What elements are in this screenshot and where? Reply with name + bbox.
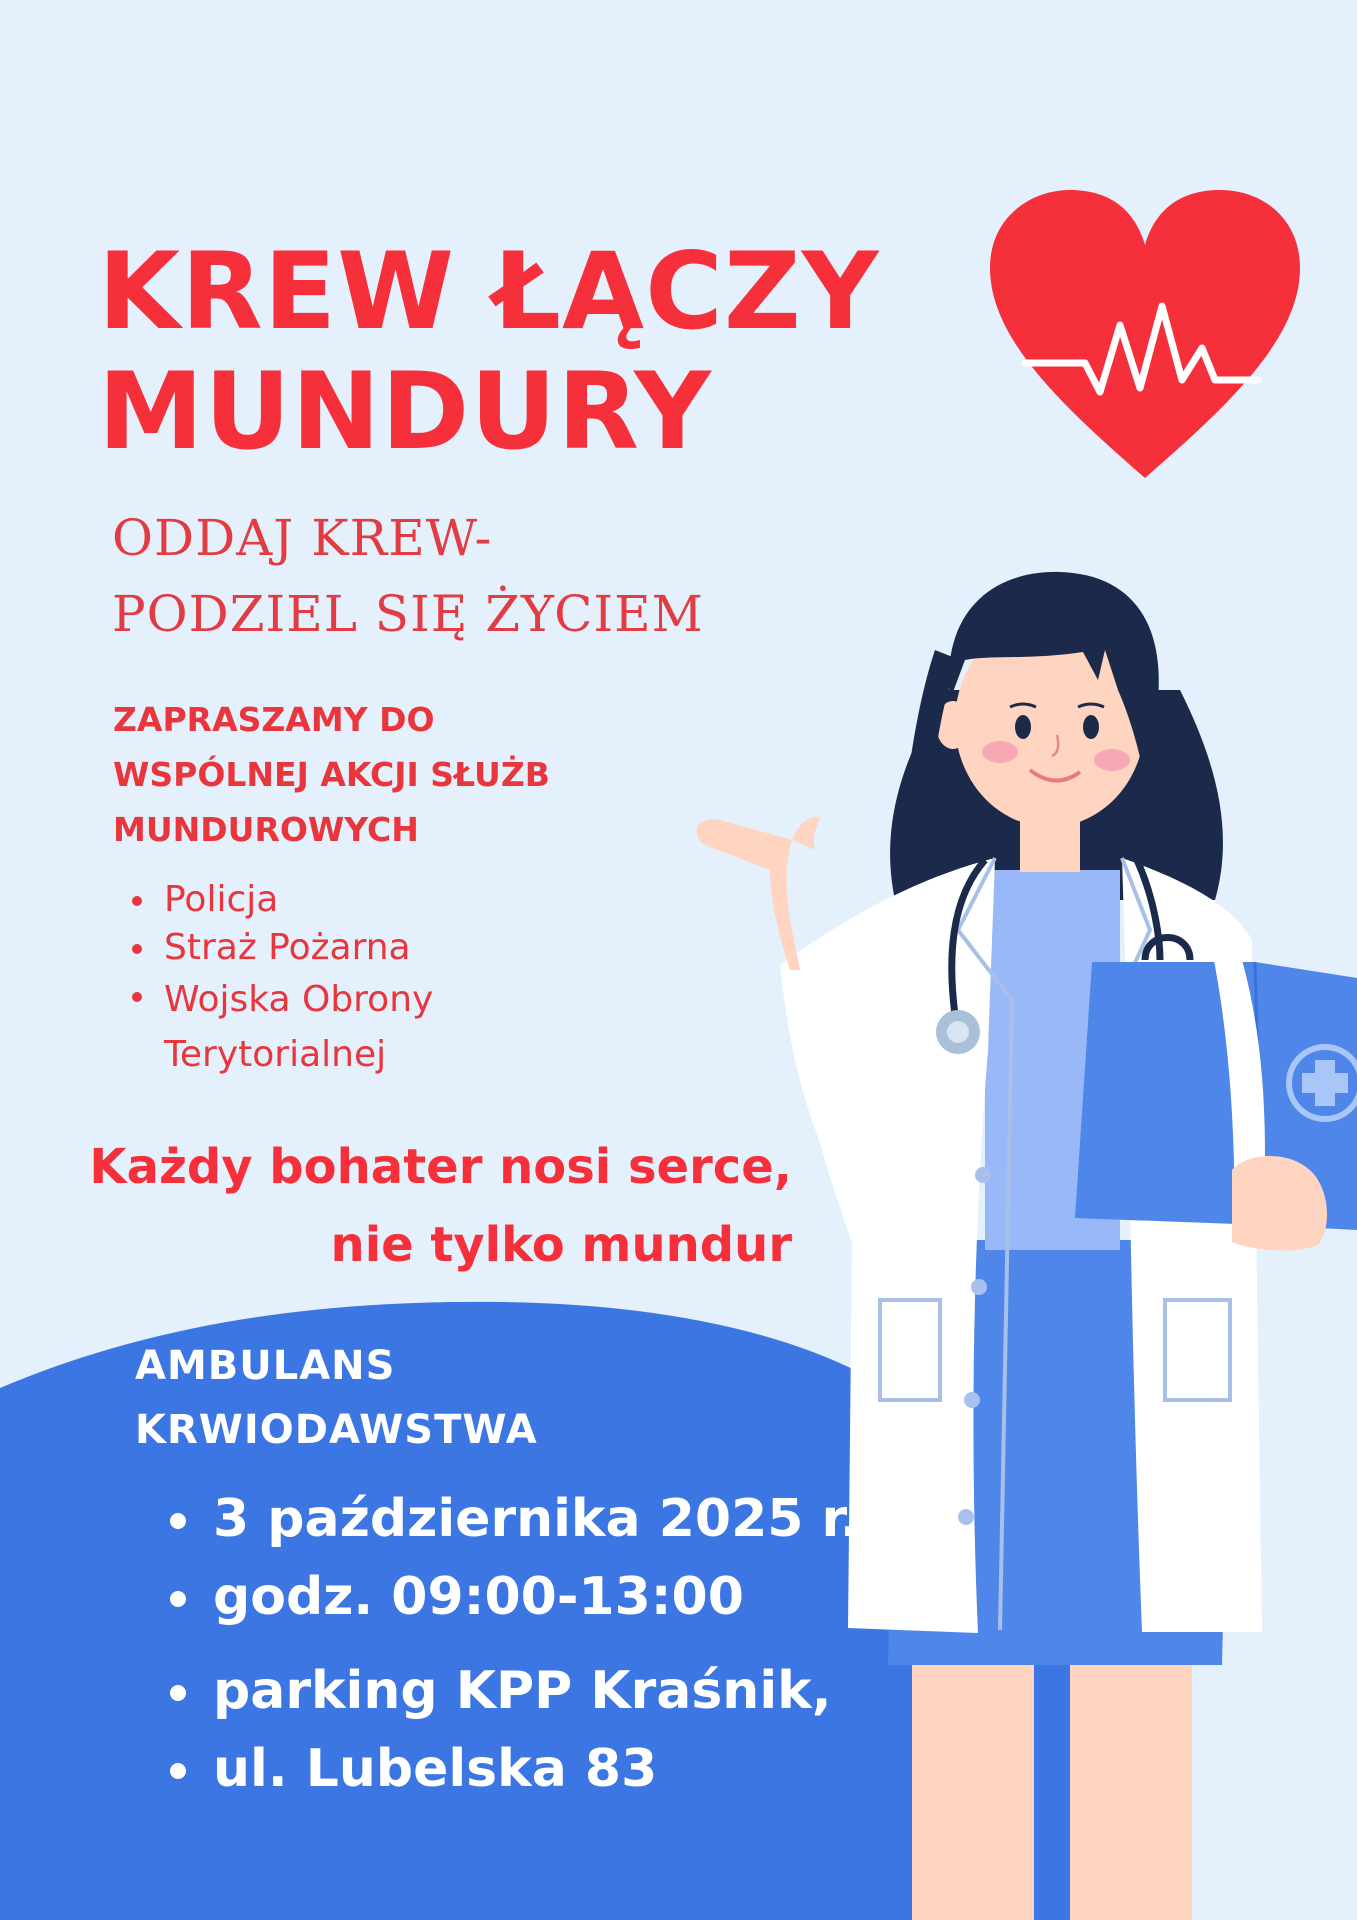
subtitle-line-1: ODDAJ KREW- <box>112 509 493 567</box>
main-title-line-1: KREW ŁĄCZY <box>98 230 880 353</box>
bullet-icon <box>170 1763 186 1779</box>
list-item <box>130 972 433 1082</box>
service-name: Policja <box>164 879 279 920</box>
subtitle-line-2: PODZIEL SIĘ ŻYCIEM <box>112 585 704 643</box>
service-name: Wojska Obrony <box>164 979 434 1020</box>
list-item <box>130 876 433 924</box>
main-title <box>98 232 880 472</box>
ambulance-heading-line-2: KRWIODAWSTWA <box>135 1407 538 1453</box>
invitation-line-1: ZAPRASZAMY DO <box>113 700 435 739</box>
list-item <box>130 924 433 972</box>
bullet-icon <box>132 944 142 954</box>
event-location-text: parking KPP Kraśnik, <box>213 1661 832 1721</box>
services-list <box>130 876 433 1082</box>
slogan-line-2: nie tylko mundur <box>330 1217 792 1273</box>
ambulance-heading <box>135 1334 538 1462</box>
bullet-icon <box>170 1591 186 1607</box>
invitation-text <box>113 692 550 857</box>
slogan <box>70 1128 792 1284</box>
service-name: Straż Pożarna <box>164 927 411 968</box>
event-location <box>165 1652 860 1730</box>
event-time-text: godz. 09:00-13:00 <box>213 1567 744 1627</box>
bullet-icon <box>170 1513 186 1529</box>
event-details-list <box>165 1480 860 1808</box>
event-address <box>165 1730 860 1808</box>
event-time <box>165 1558 860 1636</box>
event-address-text: ul. Lubelska 83 <box>213 1739 658 1799</box>
invitation-line-3: MUNDUROWYCH <box>113 810 419 849</box>
subtitle <box>112 500 704 652</box>
event-date <box>165 1480 860 1558</box>
invitation-line-2: WSPÓLNEJ AKCJI SŁUŻB <box>113 755 550 794</box>
service-name-continued: Terytorialnej <box>164 1034 387 1075</box>
bullet-icon <box>170 1685 186 1701</box>
main-title-line-2: MUNDURY <box>98 350 712 473</box>
event-date-text: 3 października 2025 r. <box>213 1489 860 1549</box>
bullet-icon <box>132 896 142 906</box>
slogan-line-1: Każdy bohater nosi serce, <box>89 1139 792 1195</box>
ambulance-heading-line-1: AMBULANS <box>135 1343 396 1389</box>
bullet-icon <box>132 992 142 1002</box>
